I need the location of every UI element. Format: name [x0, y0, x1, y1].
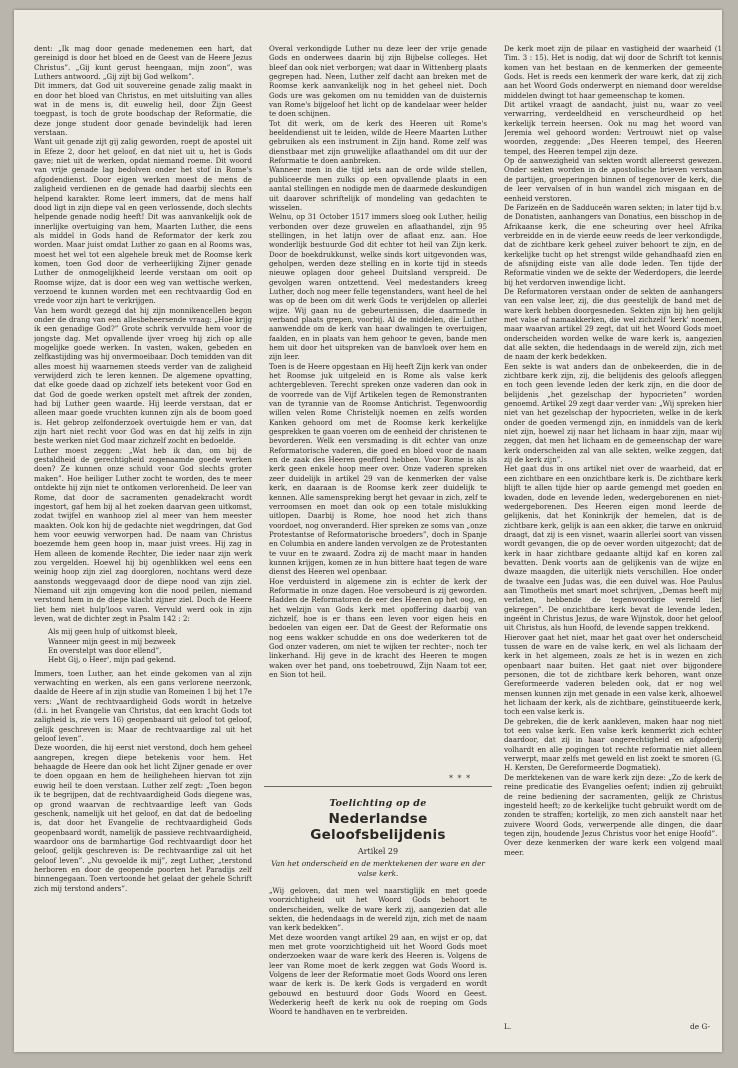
paragraph: Toen is de Heere opgestaan en Hij heeft Zijn kerk van onder het Roomse juk uitgeleid en is Rome als valse kerk achtergebleven. Terecht spreken onze vaderen dan ook in de voorrede van de Vijf Artikelen tegen de Remonstranten van de tyrannie van de Roomse Antichrist. Tegenwoordig willen velen Rome Christelijk noemen en zelfs worden Kanken gehoord om met de Roomse kerk kerkelijke gesprekken te gaan voeren om de eenheid der christenen te bevorderen. Welk een versmading is dit echter van onze Reformatorische vaderen, die goed en bloed voor de naam en de zaak des Heeren geofferd hebben. Voor Rome is als kerk geen enkele hoop meer over. Onze vaderen spreken zeer duidelijk in artikel 29 van de kenmerken der valse kerk, en daaraan is de Roomse kerk zeer duidelijk te kennen. Alle samenspreking bergt het gevaar in zich, zelf te verroomsen en moet dan ook op een totale mislukking uitlopen. Daarbij is Rome, hoe nood het zich thans voordoet, nog onveranderd. Hier spreken ze soms van „onze Protestantse of Reformatorische broeders”, doch in Spanje en Columbia en andere landen vervolgen ze de Protestanten te vuur en te zwaard. Zodra zij de macht maar in handen kunnen krijgen, komen ze in hun bittere haat tegen de ware dienst des Heeren wel openbaar.	[269, 361, 487, 577]
text-column-right	[504, 44, 722, 1044]
section-subtitle: Toelichting op de	[329, 798, 427, 809]
psalm-line: Hebt Gij, o Heer', mijn pad gekend.	[48, 655, 176, 665]
psalm-line: Wanneer mijn geest in mij bezweek	[48, 636, 176, 646]
signature-initial-right: de G-	[690, 1022, 710, 1031]
paragraph: „Wij geloven, dat men wel naarstiglijk en met goede voorzichtigheid uit het Woord Gods behoort te onderscheiden, welke de ware kerk zij, aangezien dat alle sekten, die hedendaags in de wereld zijn, zich met de naam van kerk bedekken”.	[269, 886, 487, 933]
psalm-verse	[48, 627, 252, 664]
paragraph: De gebreken, die de kerk aankleven, maken haar nog niet tot een valse kerk. Een valse kerk kenmerkt zich echter daardoor, dat zij in haar ongerechtigheid en afgoderij volhardt en alle pogingen tot rechte reformatie niet alleen verwerpt, maar zelfs met geweld en list zoekt te smoren (G. H. Kersten, De Gereformeerde Dogmatiek).	[504, 716, 722, 773]
paragraph: Want uit genade zijt gij zalig geworden, roept de apostel uit in Efeze 2, door het geloof, en dat niet uit u, het is Gods gave; niet uit de werken, opdat niemand roeme. Dit woord van vrije genade lag bedolven onder het stof in Rome's afgodendienst. Door eigen werken moest de mens de zaligheid verdienen en de genade had daarbij slechts een helpend karakter. Rome leert immers, dat de mens half dood ligt in zijn diepe val en geen verlossende, doch slechts helpende genade nodig heeft! Dit was aanvankelijk ook de innerlijke overtuiging van hem, Maarten Luther, die eens als middel in Gods hand de Reformator der kerk zou worden. Maar juist omdat Luther zo gaan en al Rooms was, moest het wel tot een algehele breuk met de Roomse kerk komen, toen God door de verheerlijking Zijner genade Luther de onmogelijkheid leerde verstaan om ooit op Roomse wijze, dat is door een weg van wettische werken, verzoend te kunnen worden met een rechtvaardig God en vrede voor zijn hart te verkrijgen.	[34, 137, 252, 306]
paragraph: De Farizeën en de Sadduceën waren sekten; in later tijd b.v. de Donatisten, aanhangers van Donatius, een bisschop in de Afrikaanse kerk, die ene scheuring over heel Afrika verbreidde en in de vierde eeuw reeds de leer verkondigde, dat de zichtbare kerk geheel zuiver behoort te zijn, en de kerkelijke tucht op het strengst wilde gehandhaafd zien en de afsnijding eiste van alle dode leden. Ten tijde der Reformatie vinden we de sekte der Wederdopers, die leerde bij het verdorven inwendige licht.	[504, 202, 722, 287]
psalm-line: Als mij geen hulp of uitkomst bleek,	[48, 627, 178, 637]
paragraph: Luther moest zeggen: „Wat heb ik dan, om bij de gestaldheid de gerechtigheid zogenaamde goede werken doen? Ze kunnen onze schuld voor God slechts groter maken”. Hoe heiliger Luther zocht te worden, des te meer ontdekte hij zijn niet te ontkomen verlorenheid. De leer van Rome, dat door de sacramenten genadekracht wordt ingestort, gaf hem bij al het zoeken daarvan geen uitkomst, zodat twijfel en wanhoop ziel al meer van hem meester maakten. Ook kon hij de gedachte niet wegdringen, dat God hem voor eeuwig verworpen had. De naam van Christus boezemde hem geen hoop in, maar juist vrees. Hij zag in Hem alleen de komende Rechter, Die ieder naar zijn werk zou vergelden. Hoewel hij bij ogenblikken wel eens een weinig hoop zijn ziel zag doorgloren, nochtans werd deze aanstonds weggevaagd door de diepe nood van zijn ziel. Niemand uit zijn omgeving kon die nood peilen, niemand verstond hem in de diepe klacht zijner ziel. Doch de Heere liet hem niet hulp'loos varen. Vervuld werd ook in zijn leven, wat de dichter zegt in Psalm 142 : 2:	[34, 445, 252, 623]
psalm-line: En overstelpt was door ellend”,	[48, 646, 162, 655]
signature-initial-left: L.	[504, 1022, 512, 1031]
paragraph: Van hem wordt gezegd dat hij zijn monnikencellen begon onder de drang van een allesbeheersende vraag: „Hoe krijg ik een genadige God?” Grote schrik vervulde hem voor de jongste dag. Met opvallende ijver vroeg hij zich op alle mogelijke goede werken. In vasten, waken, gebeden en zelfkastijding was hij onvermoeibaar. Doch temidden van dit alles moest hij waarnemen steeds verder van de zaligheid verwijderd zich te leren kennen. De algemene opvatting, dat elke goede daad op zichzelf iets betekent voor God en dat God de goede werken opstelt met aftrek der zonden, had bij Luther geen waarde. Hij leerde verstaan, dat er alleen maar goede vruchten kunnen zijn als de boom goed is. Het gebrop zelfonderzoek overtuigde hem er van, dat zijn hart niet recht voor God was en dat hij zelfs in zijn beste werken niet God maar zichzelf zocht en bedoelde.	[34, 305, 252, 446]
paragraph: Overal verkondigde Luther nu deze leer der vrije genade Gods en onderwees daarin bij zijn Bijbelse colleges. Het bleef dan ook niet verborgen; wat daar in Wittenberg plaats gegrepen had. Neen, Luther zelf dacht aan breken met de Roomse kerk aanvankelijk nog in het geheel niet. Doch Gods ure was gekomen om nu temidden van de duisternis van Rome's bijgeloof het licht op de kandelaar weer helder te doen schijnen.	[269, 44, 487, 119]
text-column-middle	[269, 44, 487, 774]
paragraph: Het gaat dus in ons artikel niet over de waarheid, dat er een zichtbare en een onzichtbare kerk is. De zichtbare kerk blijft te allen tijde hier op aarde gemengd met goeden en kwaden, dode en levende leden, wedergeborenen en niet-wedergeborenen. Des Heeren eigen mond leerde de gelijkenis, dat het Koninkrijk der hemelen, dat is de zichtbare kerk, gelijk is aan een akker, die tarwe en onkruid draagt, dat zij is een visnet, waarin allerlei soort van vissen wordt gevangen, die op de oever worden uitgezocht; dat de kerk in haar zichtbare gedaante altijd kaf en koren zal bevatten. Denk voorts aan de gelijkenis van de wijze en dwaze maagden, die uiterlijk niets verschillen. Hoe onder de twaalve een Judas was, die een duivel was. Hoe Paulus aan Timotheüs met smart moet schrijven, „Demas heeft mij verlaten, hebbende de tegenwoordige wereld lief gekregen”. De onzichtbare kerk bevat de levende leden, ingeënt in Christus Jezus, de ware Wijnstok, door het geloof uit Christus, als hun Hoofd, de levende sappen trekkend.	[504, 464, 722, 633]
paragraph: Deze woorden, die hij eerst niet verstond, doch hem geheel aangrepen, kregen diepe betekenis voor hem. Het behaagde de Heere dan ook het licht Zijner genade er over te doen opgaan en hem de heiligheheen hiervan tot zijn euwig heil te doen verstaan. Luther zelf zegt: „Toen begon ik te begrijpen, dat de rechtvaardigheid Gods diegene was, op grond waarvan de rechtvaardige leeft van Gods geschenk, namelijk uit het geloof, en dat dat de bedoeling is, dat door het Evangelie de rechtvaardigheid Gods geopenbaard wordt, namelijk de passieve rechtvaardigheid, waardoor ons de barmhartige God rechtvaardigt door het geloof, gelijk geschreven is: De rechtvaardige zal uit het geloof leven”. „Nu gevoelde ik mij”, zegt Luther, „terstond herboren en door de geopende poorten het Paradijs zelf binnengegaan. Toen vertoonde het gelaat der gehele Schrift zich mij terstond anders”.	[34, 743, 252, 893]
paragraph: Hierover gaat het niet, maar het gaat over het onderscheid tussen de ware en de valse kerk, en wel als lichaam der kerk in het algemeen, zoals ze het is in wezen en zich openbaart naar buiten. Het gaat niet over bijgondere personen, die tot de zichtbare kerk behoren, want onze Gereformeerde vaderen beleden ook, dat er nog wel mensen kunnen zijn met genade in een valse kerk, alhoewel het lichaam der kerk, als de zichtbare, geïnstitueerde kerk, toch een valse kerk is.	[504, 632, 722, 717]
paragraph: De kerk moet zijn de pilaar en vastigheid der waarheid (1 Tim. 3 : 15). Het is nodig, dat wij door de Schrift tot kennis komen van het bestaan en de kenmerken der gemeente Gods. Het is reeds een kenmerk der ware kerk, dat zij zich aan het Woord Gods onderwerpt en niemand door wereldse middelen dwingt tot haar gemeenschap te komen.	[504, 44, 722, 100]
section-divider	[264, 786, 492, 787]
article-caption: Van het onderscheid en de merktekenen der ware en der valse kerk.	[271, 859, 485, 878]
paragraph: De Reformatoren verstaan onder de sekten de aanhangers van een valse leer, zij, die dus geestelijk de band met de ware kerk hebben doorgesneden. Sekten zijn bij hen gelijk met valse of namaakkerken, die wel zichzelf 'kerk' noemen, maar waarvan artikel 29 zegt, dat uit het Woord Gods moet onderscheiden worden welke de ware kerk is, aangezien dat alle sekten, die hedendaags in de wereld zijn, zich met de naam der kerk bedekken.	[504, 286, 722, 362]
article-section	[269, 798, 487, 1024]
paragraph: Met deze woorden vangt artikel 29 aan, en wijst er op, dat men met grote voorzichtigheid uit het Woord Gods moet onderzoeken waar de ware kerk des Heeren is. Volgens de leer van Rome moet de kerk zeggen wat Gods Woord is. Volgens de leer der Reformatie moet Gods Woord ons leren waar de kerk is. De kerk Gods is vergaderd en wordt gebouwd en bestuurd door Gods Woord en Geest. Wederkerig heeft de kerk nu ook de roeping om Gods Woord te handhaven en te verbreiden.	[269, 932, 487, 1017]
paragraph: Tot dit werk, om de kerk des Heeren uit Rome's beeldendienst uit te leiden, wilde de Heere Maarten Luther gebruiken als een instrument in Zijn hand. Rome zelf was dienstbaar met zijn gruwelijke aflaathandel om dit uur der Reformatie te doen aanbreken.	[269, 118, 487, 166]
newspaper-page	[14, 10, 722, 1052]
paragraph: Dit immers, dat God uit souvereine genade zalig maakt in en door het bloed van Christus, en met uitsluiting van alles wat in de mens is, dit euwelig heil, door Zijn Geest toegpast, is toch de grote boodschap der Reformatie, die deze jonge student door genade bevindelijk had leren verstaan.	[34, 81, 252, 138]
text-column-left	[34, 44, 252, 1044]
paragraph: dent: „Ik mag door genade medenemen een hart, dat gereinigd is door het bloed en de Geest van de Heere Jezus Christus”. „Gij kunt gerust heengaan, mijn zoon”, was Luthers antwoord. „Gij zijt bij God welkom”.	[34, 44, 252, 82]
article-body	[269, 886, 487, 1024]
paragraph: Dit artikel vraagt de aandacht, juist nu, waar zo veel verwarring, verdeeldheid en verscheurdheid op het kerkelijk terrein heersen. Ook nu mag het woord van Jeremia wel gehoord worden: Vertrouwt niet op valse woorden, zeggende: „Des Heeren tempel, des Heeren tempel, des Heeren tempel zijn deze.	[504, 100, 722, 156]
paragraph: Over deze kenmerken der ware kerk een volgend maal meer.	[504, 838, 722, 857]
section-title: Nederlandse Geloofsbelijdenis	[310, 811, 446, 843]
paragraph: Welnu, op 31 October 1517 immers sloeg ook Luther, heilig verbonden over deze gruwelen en aflaathandel, zijn 95 stellingen, in het latijn over de aflaat enz. aan. Hoe wonderlijk bestuurde God dit echter tot heil van Zijn kerk. Door de boekdrukkunst, welke sinds kort uitgevonden was, geholpen, werden deze stelling en in korte tijd in steeds nieuwe oplagen door geheel Duitsland verspreid. De gevolgen waren ontzettend. Veel medestanders kreeg Luther, doch nog meer felle tegenstanders, want heel de hel was op de been om dit werk Gods te verijdelen op allerlei wijze. Wij gaan nu de gebeurtenissen, die daarmede in verband plaats grepen, voorbij. Al de middelen, die Luther aanwendde om de kerk van haar dwalingen te overtuigen, faalden, en in plaats van hem gehoor te geven, bande men hem uit door het uitspreken van de banvloek over hem en zijn leer.	[269, 212, 487, 362]
section-ornament: * * *	[449, 774, 472, 783]
paragraph: Hoe verduisterd in algemene zin is echter de kerk der Reformatie in onze dagen. Hoe versobeurd is zij geworden. Hadden de Reformatoren de eer des Heeren op het oog, en het welzijn van Gods kerk met opoffering daarbij van zichzelf, hoe is er thans een leven voor eigen heis en bedoelen van eigen eer. Dat de Geest der Reformatie ons nog eens wakker schudde en ons doe wederkeren tot de God onzer vaderen, om niet te wijken ter rechter-, noch ter linkerhand. Hij geve in de kracht des Heeren te mogen waken over het pand, ons toebetrouwd, Zijn Naam tot eer, en Sion tot heil.	[269, 576, 487, 680]
paragraph: Immers, toen Luther, aan het einde gekomen van al zijn verwachting en werken, als een gans verlorene neerzonk, daalde de Heere af in zijn studie van Romeinen 1 bij het 17e vers: „Want de rechtvaardigheid Gods wordt in hetzelve (d.i. in het Evangelie van Christus, dat een kracht Gods tot zaligheid is, zie vers 16) geopenbaard uit geloof tot geloof, gelijk geschreven is: Maar de rechtvaardige zal uit het geloof leven”.	[34, 668, 252, 744]
paragraph: De merktekenen van de ware kerk zijn deze: „Zo de kerk de reine predicatie des Evangelies oefent; indien zij gebruikt de reine bediening der sacramenten, gelijk ze Christus ingesteld heeft; zo de kerkelijke tucht gebruikt wordt om de zonden te straffen; kortelijk, zo men zich aanstelt naar het zuivere Woord Gods, verwerpende alle dingen, die daar tegen zijn, houdende Jezus Christus voor het enige Hoofd”.	[504, 772, 722, 838]
paragraph: Een sekte is wat anders dan de onbekeerden, die in de zichtbare kerk zijn, zij, die belijdenis des geloofs afleggen en toch geen levende leden der kerk zijn, en die door de belijdenis „het gezelschap der hypocrieten” worden genoemd. Artikel 29 zegt daar verder van: „Wij spreken hier niet van het gezelschap der hypocrieten, welke in de kerk onder de goeden vermengd zijn, en inmiddels van de kerk niet zijn, hoewel zij naar het lichaam in haar zijn, maar wij zeggen, dat men het lichaam en de gemeenschap der ware kerk onderscheiden zal van alle sekten, welke zeggen, dat zij de kerk zijn”.	[504, 361, 722, 465]
paragraph: Op de aanwezigheid van sekten wordt allereerst gewezen. Onder sekten worden in de apostolische brieven verstaan de partijen, groeperingen binnen of tegenover de kerk, die de leer vervalsen of in hun wandel zich misgaan en de eenheid verstoren.	[504, 156, 722, 203]
paragraph: Wanneer men in die tijd iets aan de orde wilde stellen, publiceerde men zulks op een opvallende plaats in een aantal stellingen en nodigde men de daarmede deskundigen uit daarover schriftelijk of mondeling van gedachten te wisselen.	[269, 165, 487, 212]
article-number: Artikel 29	[357, 847, 399, 856]
